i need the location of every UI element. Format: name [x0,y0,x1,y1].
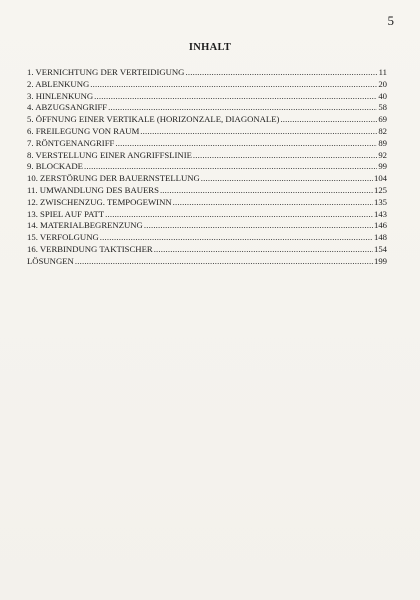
toc-entry-page: 199 [373,255,387,266]
toc-entry-label: 7. RÖNTGENANGRIFF [27,137,115,148]
table-of-contents [27,67,387,268]
toc-leader-dots [144,220,373,232]
toc-entry-label: 1. VERNICHTUNG DER VERTEIDIGUNG [27,67,185,77]
toc-leader-dots [94,91,377,103]
toc-leader-dots [105,209,373,221]
toc-leader-dots [90,79,377,91]
toc-entry-label: 14. MATERIALBEGRENZUNG [27,220,143,231]
toc-entry-label: 8. VERSTELLUNG EINER ANGRIFFSLINIE [27,149,192,160]
toc-entry-label: 10. ZERSTÖRUNG DER BAUERNSTELLUNG [27,173,200,184]
page-number: 5 [387,13,394,28]
toc-leader-dots [160,185,373,197]
toc-entry-page: 99 [378,161,387,172]
toc-leader-dots [173,197,373,209]
toc-leader-dots [75,256,373,268]
toc-entry-page: 82 [378,125,387,136]
toc-entry [27,114,387,126]
toc-leader-dots [140,126,377,138]
toc-entry [27,102,387,114]
toc-leader-dots [84,161,377,173]
toc-leader-dots [154,244,373,256]
toc-entry [27,256,387,268]
toc-entry-page: 11 [378,67,387,77]
toc-entry [27,161,387,173]
toc-entry-label: LÖSUNGEN [27,255,74,266]
toc-entry-page: 148 [373,232,387,243]
toc-entry [27,150,387,162]
toc-entry-label: 9. BLOCKADE [27,161,83,172]
toc-leader-dots [100,232,373,244]
toc-leader-dots [201,173,373,185]
toc-entry-label: 16. VERBINDUNG TAKTISCHER [27,243,153,254]
toc-entry-page: 92 [378,149,387,160]
toc-entry-label: 11. UMWANDLUNG DES BAUERS [27,184,159,195]
toc-entry [27,126,387,138]
toc-leader-dots [108,102,377,114]
toc-entry [27,138,387,150]
toc-entry-page: 154 [373,243,387,254]
toc-entry [27,220,387,232]
toc-entry-label: 2. ABLENKUNG [27,78,90,89]
toc-entry-page: 104 [373,173,387,184]
toc-entry [27,244,387,256]
toc-entry-page: 146 [373,220,387,231]
toc-entry-page: 20 [378,78,387,89]
toc-leader-dots [185,67,377,79]
toc-entry [27,209,387,221]
toc-entry-label: 4. ABZUGSANGRIFF [27,102,108,113]
toc-entry-label: 6. FREILEGUNG VON RAUM [27,125,140,136]
toc-entry-label: 13. SPIEL AUF PATT [27,208,105,219]
toc-entry [27,91,387,103]
toc-entry [27,173,387,185]
page-title: INHALT [188,42,232,53]
toc-entry [27,232,387,244]
toc-entry [27,197,387,209]
toc-entry-page: 69 [378,114,387,125]
toc-entry-page: 143 [373,208,387,219]
toc-entry-page: 125 [373,184,387,195]
toc-entry-label: 12. ZWISCHENZUG. TEMPOGEWINN [27,196,172,207]
toc-entry [27,67,387,79]
toc-entry-page: 89 [378,137,387,148]
toc-entry [27,185,387,197]
toc-entry-page: 135 [373,196,387,207]
toc-entry-label: 15. VERFOLGUNG [27,232,99,243]
toc-entry-label: 5. ÖFFNUNG EINER VERTIKALE (HORIZONZALE, DIAGONALE) [27,114,280,125]
toc-entry-label: 3. HINLENKUNG [27,90,94,101]
toc-leader-dots [193,150,377,162]
toc-entry-page: 40 [378,90,387,101]
toc-entry-page: 58 [378,102,387,113]
toc-leader-dots [115,138,377,150]
toc-entry [27,79,387,91]
toc-leader-dots [280,114,377,126]
